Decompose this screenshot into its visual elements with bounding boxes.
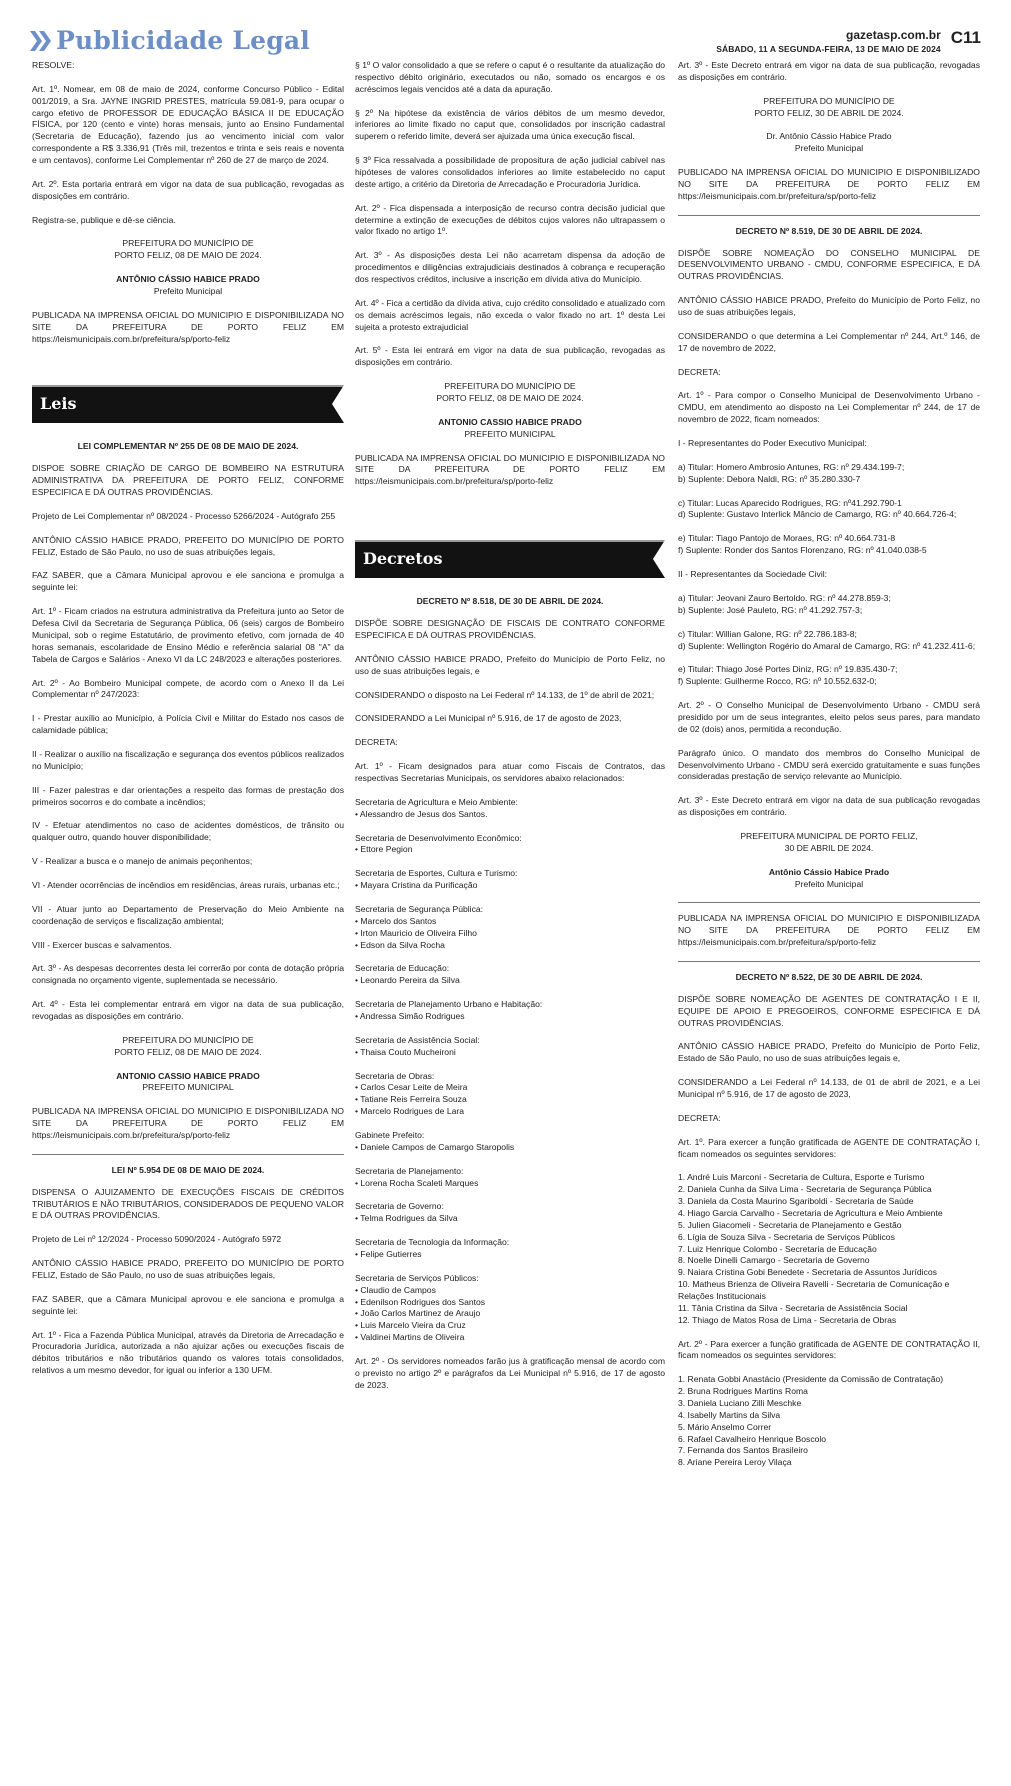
column-1 [32,60,344,1389]
agent-list-2 [678,1374,980,1469]
d8519-ementa: DISPÕE SOBRE NOMEAÇÃO DO CONSELHO MUNICIPAL DE DESENVOLVIMENTO URBANO - CMDU, CONFORME ESPECIFICA, E DÁ OUTRAS PROVIDÊNCIAS. [678,247,980,282]
lc255-title: LEI COMPLEMENTAR Nº 255 DE 08 DE MAIO DE 2024. [77,441,299,452]
member-pair [678,593,980,617]
signature-name-block [678,131,980,155]
sign-place: PREFEITURA DO MUNICÍPIO DE [122,238,254,249]
lei5954-projeto: Projeto de Lei nº 12/2024 - Processo 5090/2024 - Autógrafo 5972 [32,1234,282,1245]
sign-role: PREFEITO MUNICIPAL [142,1082,234,1093]
secretaria-label: Secretaria de Planejamento Urbano e Habitação: [355,999,543,1010]
secretaria-block [355,963,665,987]
list-item: 6. Rafael Cavalheiro Henrique Boscolo [678,1433,827,1444]
list-item: 3. Daniela da Costa Maurino Sgariboldi - Secretaria de Saúde [678,1196,914,1207]
section-title: Publicidade Legal [56,26,310,55]
lc255-art1: Art. 1º - Ficam criados na estrutura administrativa da Prefeitura junto ao Setor de Defesa Civil da Secretaria de Segurança Pública, 06 (seis) cargos de Bombeiro Municipal, sob o regime Estatutário, de provimento efetivo, com jornada de 40 horas semanais, escolaridade de Ensino Médio e referência salarial 08 "A" da Tabela de Cargos e Salários - Anexo VI da LC 248/2023 e alterações posteriores. [32,606,344,664]
d8519-decreta: DECRETA: [678,366,721,377]
lei5954-faz-saber: FAZ SABER, que a Câmara Municipal aprovou e ele sanciona e promulga a seguinte lei: [32,1293,344,1316]
column-2 [355,60,665,1404]
lei5954-art4: Art. 4º - Fica a certidão da dívida ativa, cujo crédito consolidado e atualizado com os demais acréscimos legais, não exceda o valor fixado no art. 1º desta Lei sujeita a protesto extrajudicial [355,297,665,332]
lc255-art2: Art. 2º - Ao Bombeiro Municipal compete, de acordo com o Anexo II da Lei Complementar nº 247/2023: [32,677,344,700]
lc255-inciso-iv: IV - Efetuar atendimentos no caso de acidentes domésticos, de trânsito ou qualquer outro, quando houver disponibilidade; [32,820,344,843]
member-pair [678,664,980,688]
lc255-art4: Art. 4º - Esta lei complementar entrará em vigor na data de sua publicação, revogadas as disposições em contrário. [32,999,344,1021]
list-item: f) Suplente: Ronder dos Santos Florenzano, RG: nº 41.040.038-5 [678,545,927,556]
list-item: • Telma Rodrigues da Silva [355,1213,458,1224]
secretaria-block [355,1130,665,1154]
sign-date: PORTO FELIZ, 08 DE MAIO DE 2024. [114,250,262,261]
list-item: • Edenilson Rodrigues dos Santos [355,1296,486,1307]
d8522-decreta: DECRETA: [678,1112,721,1123]
sign-date: PORTO FELIZ, 08 DE MAIO DE 2024. [114,1046,262,1057]
leis-banner-label: Leis [40,394,77,414]
d8519-cons: CONSIDERANDO o que determina a Lei Complementar nº 244, Art.º 146, de 17 de novembro de 2022, [678,330,980,353]
list-item: 2. Daniela Cunha da Silva Lima - Secretaria de Segurança Pública [678,1184,932,1195]
sign-name: Antônio Cássio Habice Prado [768,866,890,877]
resolve-text: RESOLVE: [32,60,75,70]
lc255-inciso-vi: VI - Atender ocorrências de incêndios em residências, áreas rurais, urbanas etc.; [32,879,340,890]
list-item: 12. Thiago de Matos Rosa de Lima - Secretaria de Obras [678,1314,897,1325]
d8518-decreta: DECRETA: [355,737,398,748]
secretaria-label: Secretaria de Esportes, Cultura e Turismo: [355,868,518,879]
list-item: 8. Noelle Dinelli Camargo - Secretaria de Governo [678,1255,870,1266]
d8518-intro: ANTÔNIO CÁSSIO HABICE PRADO, Prefeito do Município de Porto Feliz, no uso de suas atribuições legais, e [355,653,665,676]
d8518-art3: Art. 3º - Este Decreto entrará em vigor na data de sua publicação, revogadas as disposições em contrário. [678,60,980,82]
list-item: f) Suplente: Guilherme Rocco, RG: nº 10.552.632-0; [678,676,877,687]
list-item: • Daniele Campos de Camargo Staropolis [355,1141,515,1152]
column-3 [678,60,980,1481]
list-item: b) Suplente: Debora Naldi, RG: nº 35.280.330-7 [678,473,861,484]
sign-name: ANTÔNIO CÁSSIO HABICE PRADO [116,274,260,285]
lei5954-art5: Art. 5º - Esta lei entrará em vigor na data de sua publicação, revogadas as disposições em contrário. [355,345,665,368]
lc255-projeto: Projeto de Lei Complementar nº 08/2024 - Processo 5266/2024 - Autógrafo 255 [32,510,336,521]
secretaria-label: Secretaria de Governo: [355,1201,444,1212]
list-item: 4. Hiago Garcia Carvalho - Secretaria de Agricultura e Meio Ambiente [678,1208,943,1218]
list-item: • Thaisa Couto Mucheironi [355,1046,456,1057]
sign-role: PREFEITO MUNICIPAL [464,428,556,439]
secretaria-block [355,833,665,857]
lc255-faz-saber: FAZ SABER, que a Câmara Municipal aprovou e ele sanciona e promulga a seguinte lei: [32,570,344,593]
sign-name: ANTONIO CASSIO HABICE PRADO [438,416,582,427]
list-item: 6. Lígia de Souza Silva - Secretaria de Serviços Públicos [678,1231,895,1242]
sign-place: PREFEITURA MUNICIPAL DE PORTO FELIZ, [740,830,918,841]
list-item: c) Titular: Willian Galone, RG: nº 22.786.183-8; [678,628,857,639]
signature-block [678,96,980,120]
lc255-inciso-i: I - Prestar auxílio ao Município, à Polícia Civil e Militar do Estado nos casos de calamidade pública; [32,713,344,736]
list-item: • Irton Mauricio de Oliveira Filho [355,927,477,938]
d8518-cons1: CONSIDERANDO o disposto na Lei Federal nº 14.133, de 1º de abril de 2021; [355,689,655,700]
d8522-art2: Art. 2º - Para exercer a função gratificada de AGENTE DE CONTRATAÇÃO II, ficam nomeados os seguintes servidores: [678,1338,980,1361]
lei5954-par2: § 2º Na hipótese da existência de vários débitos de um mesmo devedor, inferiores ao limite fixado no caput que, consolidados por inscrição cadastral superem o referido limite, deverá ser ajuizada uma única execução fiscal. [355,107,665,142]
masthead-info [716,28,981,54]
lc255-inciso-iii: III - Fazer palestras e dar orientações a respeito das formas de prestação dos primeiros socorros e do combate a incêndios; [32,784,344,807]
d8519-art3: Art. 3º - Este Decreto entrará em vigor na data de sua publicação revogadas as disposições em contrário. [678,795,980,818]
d8522-ementa: DISPÕE SOBRE NOMEAÇÃO DE AGENTES DE CONTRATAÇÃO I E II, EQUIPE DE APOIO E PREGOEIROS, CONFORME ESPECIFICA E DÁ OUTRAS PROVIDÊNCIAS. [678,993,980,1028]
d8522-intro: ANTÔNIO CÁSSIO HABICE PRADO, Prefeito do Município de Porto Feliz, Estado de São Paulo, no uso de suas atribuições legais e, [678,1041,980,1064]
d8519-group1-label: I - Representantes do Poder Executivo Municipal: [678,438,867,449]
list-item: 5. Julien Giacomeli - Secretaria de Planejamento e Gestão [678,1219,902,1230]
list-item: 11. Tânia Cristina da Silva - Secretaria de Assistência Social [678,1302,908,1313]
secretaria-block [355,1166,665,1190]
portaria-registre: Registra-se, publique e dê-se ciência. [32,214,176,225]
d8519-group2-label: II - Representantes da Sociedade Civil: [678,569,828,580]
member-pair [678,462,980,486]
d8518-cons2: CONSIDERANDO a Lei Municipal nº 5.916, de 17 de agosto de 2023, [355,713,622,724]
lei5954-par3: § 3º Fica ressalvada a possibilidade de propositura de ação judicial cabível nas hipóteses de valores consolidados inferiores ao limite estabelecido no caput deste artigo, a critério da Diretoria de Arrecadação e Procuradoria Jurídica. [355,155,665,189]
d8518-ementa: DISPÕE SOBRE DESIGNAÇÃO DE FISCAIS DE CONTRATO CONFORME ESPECIFICA E DÁ OUTRAS PROVIDÊNCIAS. [355,618,665,640]
list-item: e) Titular: Thiago José Portes Diniz, RG: nº 19.835.430-7; [678,664,898,675]
lei5954-par1: § 1º O valor consolidado a que se refere o caput é o resultante da atualização do respectivo débito originário, executados ou não, somado os encargos e os acréscimos legais vencidos até a data da apuração. [355,60,665,94]
d8522-title: DECRETO Nº 8.522, DE 30 DE ABRIL DE 2024. [735,971,923,982]
list-item: • Tatiane Reis Ferreira Souza [355,1094,467,1105]
signature-block [355,381,665,405]
sign-role: Prefeito Municipal [794,878,864,889]
leis-banner [32,385,344,423]
secretaria-block [355,1237,665,1261]
divider [678,215,980,216]
list-item: 4. Isabelly Martins da Silva [678,1409,781,1420]
lc255-ementa: DISPOE SOBRE CRIAÇÃO DE CARGO DE BOMBEIRO NA ESTRUTURA ADMINISTRATIVA DA PREFEITURA DE PORTO FELIZ, CONFORME ESPECIFICA E DÁ OUTRAS PROVIDÊNCIAS. [32,463,344,498]
list-item: 2. Bruna Rodrigues Martins Roma [678,1386,808,1397]
list-item: 3. Daniela Luciano Zilli Meschke [678,1398,802,1409]
list-item: • Carlos Cesar Leite de Meira [355,1082,468,1093]
sign-name: ANTONIO CASSIO HABICE PRADO [116,1070,260,1081]
list-item: 8. Ariane Pereira Leroy Vilaça [678,1457,792,1468]
list-item: • Marcelo dos Santos [355,915,437,926]
lc255-inciso-viii: VIII - Exercer buscas e salvamentos. [32,939,172,950]
portaria-art1: Art. 1º. Nomear, em 08 de maio de 2024, conforme Concurso Público - Edital 001/2019, a Sra. JAYNE INGRID PRESTES, matrícula 59.081-9, para ocupar o cargo efetivo de PROFESSOR DE EDUCAÇÃO BÁSICA II DE EDUCAÇÃO FÍSICA, por 120 (cento e vinte) horas mensais, junto ao Ensino Fundamental (Secretaria de Educação), fazendo jus ao vencimento inicial com valor correspondente a R$ 3.336,91 (Três mil, trezentos e trinta e seis reais e noventa e um centavos), conforme Lei Complementar nº 260 de 27 de março de 2024. [32,83,344,166]
publication-note: PUBLICADA NA IMPRENSA OFICIAL DO MUNICIPIO E DISPONIBILIZADA NO SITE DA PREFEITURA DE PORTO FELIZ EM https://leismunicipais.com.br/prefeitura/sp/porto-feliz [32,1106,344,1140]
list-item: • Ettore Pegion [355,844,413,855]
secretaria-block [355,1071,665,1118]
secretaria-block [355,797,665,821]
secretaria-label: Secretaria de Tecnologia da Informação: [355,1237,510,1248]
secretaria-block [355,999,665,1023]
publication-note: PUBLICADA NA IMPRENSA OFICIAL DO MUNICIPIO E DISPONIBILIZADA NO SITE DA PREFEITURA DE PORTO FELIZ EM https://leismunicipais.com.br/prefeitura/sp/porto-feliz [32,309,344,344]
list-item: a) Titular: Homero Ambrosio Antunes, RG: nº 29.434.199-7; [678,461,905,472]
list-item: • Felipe Gutierres [355,1249,422,1259]
d8519-art2: Art. 2º - O Conselho Municipal de Desenvolvimento Urbano - CMDU será presidido por um de seus integrantes, eleito pelos seus pares, para mandato de 02 (dois) anos, permitida a recondução. [678,700,980,734]
page-number: C11 [950,28,981,47]
list-item: • Mayara Cristina da Purificação [355,880,478,891]
lc255-intro: ANTÔNIO CÁSSIO HABICE PRADO, PREFEITO DO MUNICÍPIO DE PORTO FELIZ, Estado de São Paulo, no uso de suas atribuições legais, [32,534,344,557]
d8519-title: DECRETO Nº 8.519, DE 30 DE ABRIL DE 2024. [735,225,923,236]
list-item: • Luis Marcelo Vieira da Cruz [355,1320,466,1331]
publication-note: PUBLICADO NA IMPRENSA OFICIAL DO MUNICIPIO E DISPONIBILIZADO NO SITE DA PREFEITURA DE PORTO FELIZ EM https://leismunicipais.com.br/prefeitura/sp/porto-feliz [678,167,980,201]
list-item: • Lorena Rocha Scaleti Marques [355,1177,479,1188]
secretaria-label: Secretaria de Assistência Social: [355,1034,480,1045]
sign-date: 30 DE ABRIL DE 2024. [784,842,874,853]
lc255-inciso-v: V - Realizar a busca e o manejo de animais peçonhentos; [32,856,253,867]
list-item: d) Suplente: Gustavo Interlick Mâncio de Camargo, RG: nº 40.664.726-4; [678,509,957,520]
d8518-art1: Art. 1º - Ficam designados para atuar como Fiscais de Contratos, das respectivas Secretarias Municipais, os servidores abaixo relacionados: [355,761,665,783]
list-item: c) Titular: Lucas Aparecido Rodrigues, RG: nº41.292.790-1 [678,497,902,508]
lei5954-title: LEI Nº 5.954 DE 08 DE MAIO DE 2024. [111,1164,265,1175]
decretos-banner [355,540,665,578]
list-item: • Edson da Silva Rocha [355,939,445,950]
secretaria-label: Secretaria de Educação: [355,963,450,974]
d8519-intro: ANTÔNIO CÁSSIO HABICE PRADO, Prefeito do Município de Porto Feliz, no uso de suas atribuições legais, [678,295,980,318]
list-item: 9. Naiara Cristina Gobi Benedete - Secretaria de Assuntos Jurídicos [678,1267,937,1278]
sign-place: PREFEITURA DO MUNICÍPIO DE [122,1034,254,1045]
list-item: 7. Fernanda dos Santos Brasileiro [678,1445,808,1456]
secretaria-block [355,1273,665,1344]
site-url[interactable]: gazetasp.com.br [846,28,941,42]
edition-date: SÁBADO, 11 A SEGUNDA-FEIRA, 13 DE MAIO DE 2024 [716,44,941,54]
list-item: 7. Luiz Henrique Colombo - Secretaria de Educação [678,1243,877,1254]
lei5954-ementa: DISPENSA O AJUIZAMENTO DE EXECUÇÕES FISCAIS DE CRÉDITOS TRIBUTÁRIOS E NÃO TRIBUTÁRIOS, CONSIDERADOS DE PEQUENO VALOR E DÁ OUTRAS PROVIDÊNCIAS. [32,1186,344,1221]
divider [32,1154,344,1155]
secretaria-block [355,868,665,892]
signature-name-block [355,417,665,441]
signature-block [32,1035,344,1059]
list-item: • Leonardo Pereira da Silva [355,975,460,986]
sign-date: PORTO FELIZ, 08 DE MAIO DE 2024. [436,393,584,404]
lei5954-art1: Art. 1º - Fica a Fazenda Pública Municipal, através da Diretoria de Arrecadação e Procuradoria Jurídica, autorizada a não ajuizar ações ou execuções fiscais de débitos tributários e não tributários quando os valores totais consolidados, relativos a um mesmo devedor, for igual ou inferior a 130 UFM. [32,1329,344,1376]
member-pair [678,629,980,653]
sign-place: PREFEITURA DO MUNICÍPIO DE [763,95,895,106]
d8519-art1: Art. 1º - Para compor o Conselho Municipal de Desenvolvimento Urbano - CMDU, em atendimento ao disposto na Lei Complementar nº 244, de 17 de novembro de 2022, ficam nomeados: [678,390,980,425]
list-item: e) Titular: Tiago Pantojo de Moraes, RG: nº 40.664.731-8 [678,533,896,544]
signature-name-block [678,867,980,891]
sign-place: PREFEITURA DO MUNICÍPIO DE [444,381,576,392]
signature-block [32,238,344,262]
d8518-title: DECRETO Nº 8.518, DE 30 DE ABRIL DE 2024. [416,596,604,607]
sign-name: Dr. Antônio Cássio Habice Prado [766,131,892,142]
double-chevron-icon [30,28,52,54]
list-item: • João Carlos Martinez de Araujo [355,1308,481,1319]
list-item: 5. Mário Anselmo Correr [678,1421,772,1432]
signature-name-block [32,1071,344,1095]
secretaria-label: Secretaria de Serviços Públicos: [355,1272,479,1283]
member-pair [678,498,980,522]
lei5954-art2: Art. 2º - Fica dispensada a interposição de recurso contra decisão judicial que determine a extinção de execuções de débitos cujos valores não ultrapassem o valor fixado no artigo 1º. [355,202,665,237]
secretaria-label: Gabinete Prefeito: [355,1129,425,1140]
list-item: • Alessandro de Jesus dos Santos. [355,808,488,819]
secretaria-label: Secretaria de Planejamento: [355,1165,464,1176]
secretaria-label: Secretaria de Desenvolvimento Econômico: [355,832,522,843]
list-item: b) Suplente: José Pauleto, RG: nº 41.292.757-3; [678,604,863,615]
publication-note: PUBLICADA NA IMPRENSA OFICIAL DO MUNICIPIO E DISPONIBILIZADA NO SITE DA PREFEITURA DE PORTO FELIZ EM https://leismunicipais.com.br/prefeitura/sp/porto-feliz [355,452,665,487]
list-item: • Valdinei Martins de Oliveira [355,1332,465,1343]
divider [678,961,980,962]
d8522-art1: Art. 1º. Para exercer a função gratificada de AGENTE DE CONTRATAÇÃO I, ficam nomeados os seguintes servidores: [678,1136,980,1159]
secretaria-label: Secretaria de Segurança Pública: [355,903,484,914]
lc255-inciso-vii: VII - Atuar junto ao Departamento de Preservação do Meio Ambiente na coordenação de serviços e fiscalização ambiental; [32,903,344,926]
secretaria-block [355,1035,665,1059]
lei5954-art3: Art. 3º - As disposições desta Lei não acarretam dispensa da adoção de procedimentos e diligências extrajudiciais destinados à cobrança e recuperação dos respectivos créditos, inclusive a inscrição em dívida ativa do Município. [355,250,665,285]
list-item: d) Suplente: Wellington Rogério do Amaral de Camargo, RG: nº 41.232.411-6; [678,640,976,651]
lei5954-intro: ANTÔNIO CÁSSIO HABICE PRADO, PREFEITO DO MUNICÍPIO DE PORTO FELIZ, Estado de São Paulo, no uso de suas atribuições legais, [32,1258,344,1280]
d8522-cons: CONSIDERANDO a Lei Federal nº 14.133, de 01 de abril de 2021, e a Lei Municipal nº 5.916, de 17 de agosto de 2023, [678,1077,980,1099]
list-item: 10. Matheus Brienza de Oliveira Ravelli - Secretaria de Comunicação e Relações Institucionais [678,1279,950,1302]
divider [678,902,980,903]
secretaria-block [355,1201,665,1225]
list-item: 1. Renata Gobbi Anastácio (Presidente da Comissão de Contratação) [678,1374,944,1385]
list-item: a) Titular: Jeovani Zauro Bertoldo. RG: nº 44.278.859-3; [678,592,891,603]
list-item: • Andressa Simão Rodrigues [355,1010,465,1021]
signature-name-block [32,274,344,298]
signature-block [678,831,980,855]
list-item: 1. André Luis Marconi - Secretaria de Cultura, Esporte e Turismo [678,1172,925,1183]
lc255-inciso-ii: II - Realizar o auxílio na fiscalização e segurança dos eventos públicos realizados no Município; [32,748,344,771]
sign-role: Prefeito Municipal [153,286,223,297]
secretaria-block [355,904,665,951]
list-item: • Claudio de Campos [355,1284,436,1295]
sign-role: Prefeito Municipal [794,143,864,154]
agent-list-1 [678,1172,980,1326]
secretaria-label: Secretaria de Agricultura e Meio Ambiente: [355,796,518,807]
d8519-paragrafo: Parágrafo único. O mandato dos membros do Conselho Municipal de Desenvolvimento Urbano - CMDU será exercido gratuitamente e suas funções consideradas prestação de serviço relevante ao Município. [678,747,980,782]
sign-date: PORTO FELIZ, 30 DE ABRIL DE 2024. [754,107,904,118]
member-pair [678,533,980,557]
d8518-art2: Art. 2º - Os servidores nomeados farão jus à gratificação mensal de acordo com o previsto no artigo 2º e parágrafos da Lei Municipal nº 5.916, de 17 de agosto de 2023. [355,1356,665,1390]
lc255-art3: Art. 3º - As despesas decorrentes desta lei correrão por conta de dotação própria consignada no orçamento vigente, suplementada se necessário. [32,963,344,986]
list-item: • Marcelo Rodrigues de Lara [355,1106,465,1117]
section-brand [30,26,310,55]
portaria-art2: Art. 2º. Esta portaria entrará em vigor na data de sua publicação, revogadas as disposições em contrário. [32,178,344,201]
decretos-banner-label: Decretos [363,549,443,569]
secretaria-label: Secretaria de Obras: [355,1070,435,1081]
publication-note: PUBLICADA NA IMPRENSA OFICIAL DO MUNICIPIO E DISPONIBILIZADA NO SITE DA PREFEITURA DE PORTO FELIZ EM https://leismunicipais.com.br/prefeitura/sp/porto-feliz [678,913,980,948]
